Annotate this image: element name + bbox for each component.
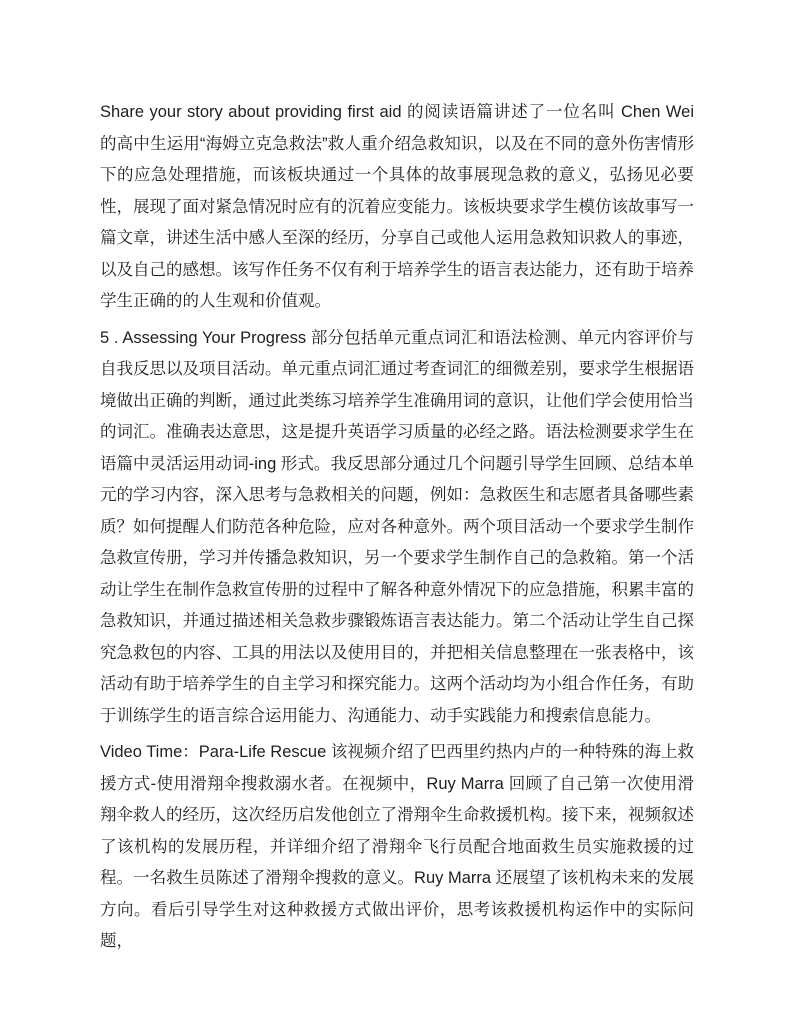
paragraph-share-your-story: Share your story about providing first aid 的阅读语篇讲述了一位名叫 Chen Wei 的高中生运用“海姆立克急救法”救人重介绍急救知识，以及在不同的意外伤害情形下的应急处理措施，而该板块通过一个具体的故事展现急救的意义，弘扬见必要性，展现了面对紧急情况时应有的沉着应变能力。该板块要求学生模仿该故事写一篇文章，讲述生活中感人至深的经历，分享自己或他人运用急救知识救人的事迹，以及自己的感想。该写作任务不仅有利于培养学生的语言表达能力，还有助于培养学生正确的的人生观和价值观。 (100, 103, 694, 310)
paragraph-video-time: Video Time：Para-Life Rescue 该视频介绍了巴西里约热内卢的一种特殊的海上救援方式-使用滑翔伞搜救溺水者。在视频中，Ruy Marra 回顾了自己第一次使用滑翔伞救人的经历，这次经历启发他创立了滑翔伞生命救援机构。接下来，视频叙述了该机构的发展历程，并详细介绍了滑翔伞飞行员配合地面救生员实施救援的过程。一名救生员陈述了滑翔伞搜救的意义。Ruy Marra 还展望了该机构未来的发展方向。看后引导学生对这种救援方式做出评价，思考该救援机构运作中的实际问题， (100, 743, 694, 950)
paragraph-assessing-your-progress: 5 . Assessing Your Progress 部分包括单元重点词汇和语法检测、单元内容评价与自我反思以及项目活动。单元重点词汇通过考查词汇的细微差别，要求学生根据语境做出正确的判断，通过此类练习培养学生准确用词的意识，让他们学会使用恰当的词汇。准确表达意思，这是提升英语学习质量的必经之路。语法检测要求学生在语篇中灵活运用动词-ing 形式。我反思部分通过几个问题引导学生回顾、总结本单元的学习内容，深入思考与急救相关的问题，例如：急救医生和志愿者具备哪些素质？如何提醒人们防范各种危险，应对各种意外。两个项目活动一个要求学生制作急救宣传册，学习并传播急救知识，另一个要求学生制作自己的急救箱。第一个活动让学生在制作急救宣传册的过程中了解各种意外情况下的应急措施，积累丰富的急救知识，并通过描述相关急救步骤锻炼语言表达能力。第二个活动让学生自己探究急救包的内容、工具的用法以及使用目的，并把相关信息整理在一张表格中，该活动有助于培养学生的自主学习和探究能力。这两个活动均为小组合作任务，有助于训练学生的语言综合运用能力、沟通能力、动手实践能力和搜索信息能力。 (100, 328, 694, 725)
